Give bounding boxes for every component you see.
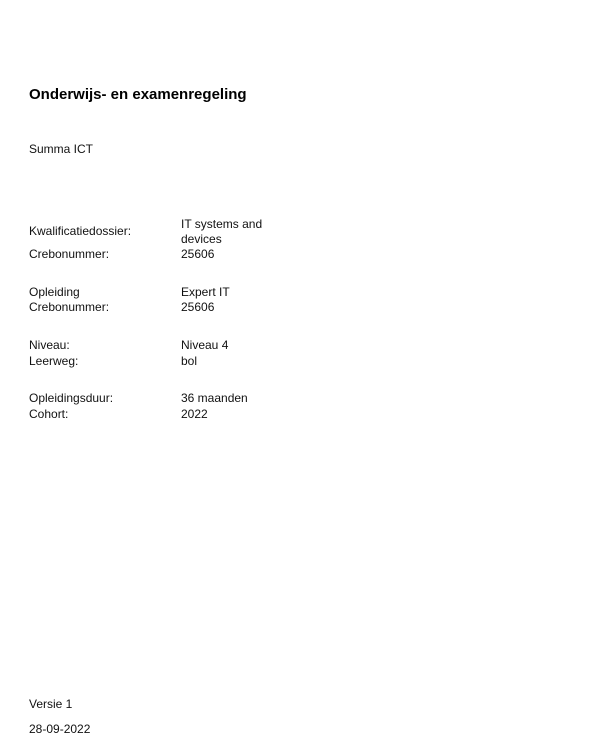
field-value: 2022 xyxy=(181,407,208,421)
field-label: Niveau: xyxy=(29,338,70,352)
field-label: Opleidingsduur: xyxy=(29,391,114,405)
field-value: Expert IT xyxy=(181,285,230,299)
field-label: Crebonummer: xyxy=(29,300,110,314)
field-value: bol xyxy=(181,354,198,368)
field-label: Crebonummer: xyxy=(29,247,110,261)
field-value: Niveau 4 xyxy=(181,338,229,352)
field-label: Leerweg: xyxy=(29,354,79,368)
field-value: 36 maanden xyxy=(181,391,248,405)
field-label: Opleiding xyxy=(29,285,80,299)
document-version: Versie 1 xyxy=(29,697,73,711)
field-label: Kwalificatiedossier: xyxy=(29,224,132,238)
document-title: Onderwijs- en examenregeling xyxy=(29,86,247,103)
field-label: Cohort: xyxy=(29,407,69,421)
field-value: IT systems and devices xyxy=(181,217,263,246)
field-value: 25606 xyxy=(181,247,215,261)
field-value: 25606 xyxy=(181,300,215,314)
institution-name: Summa ICT xyxy=(29,142,94,156)
document-date: 28-09-2022 xyxy=(29,722,91,736)
